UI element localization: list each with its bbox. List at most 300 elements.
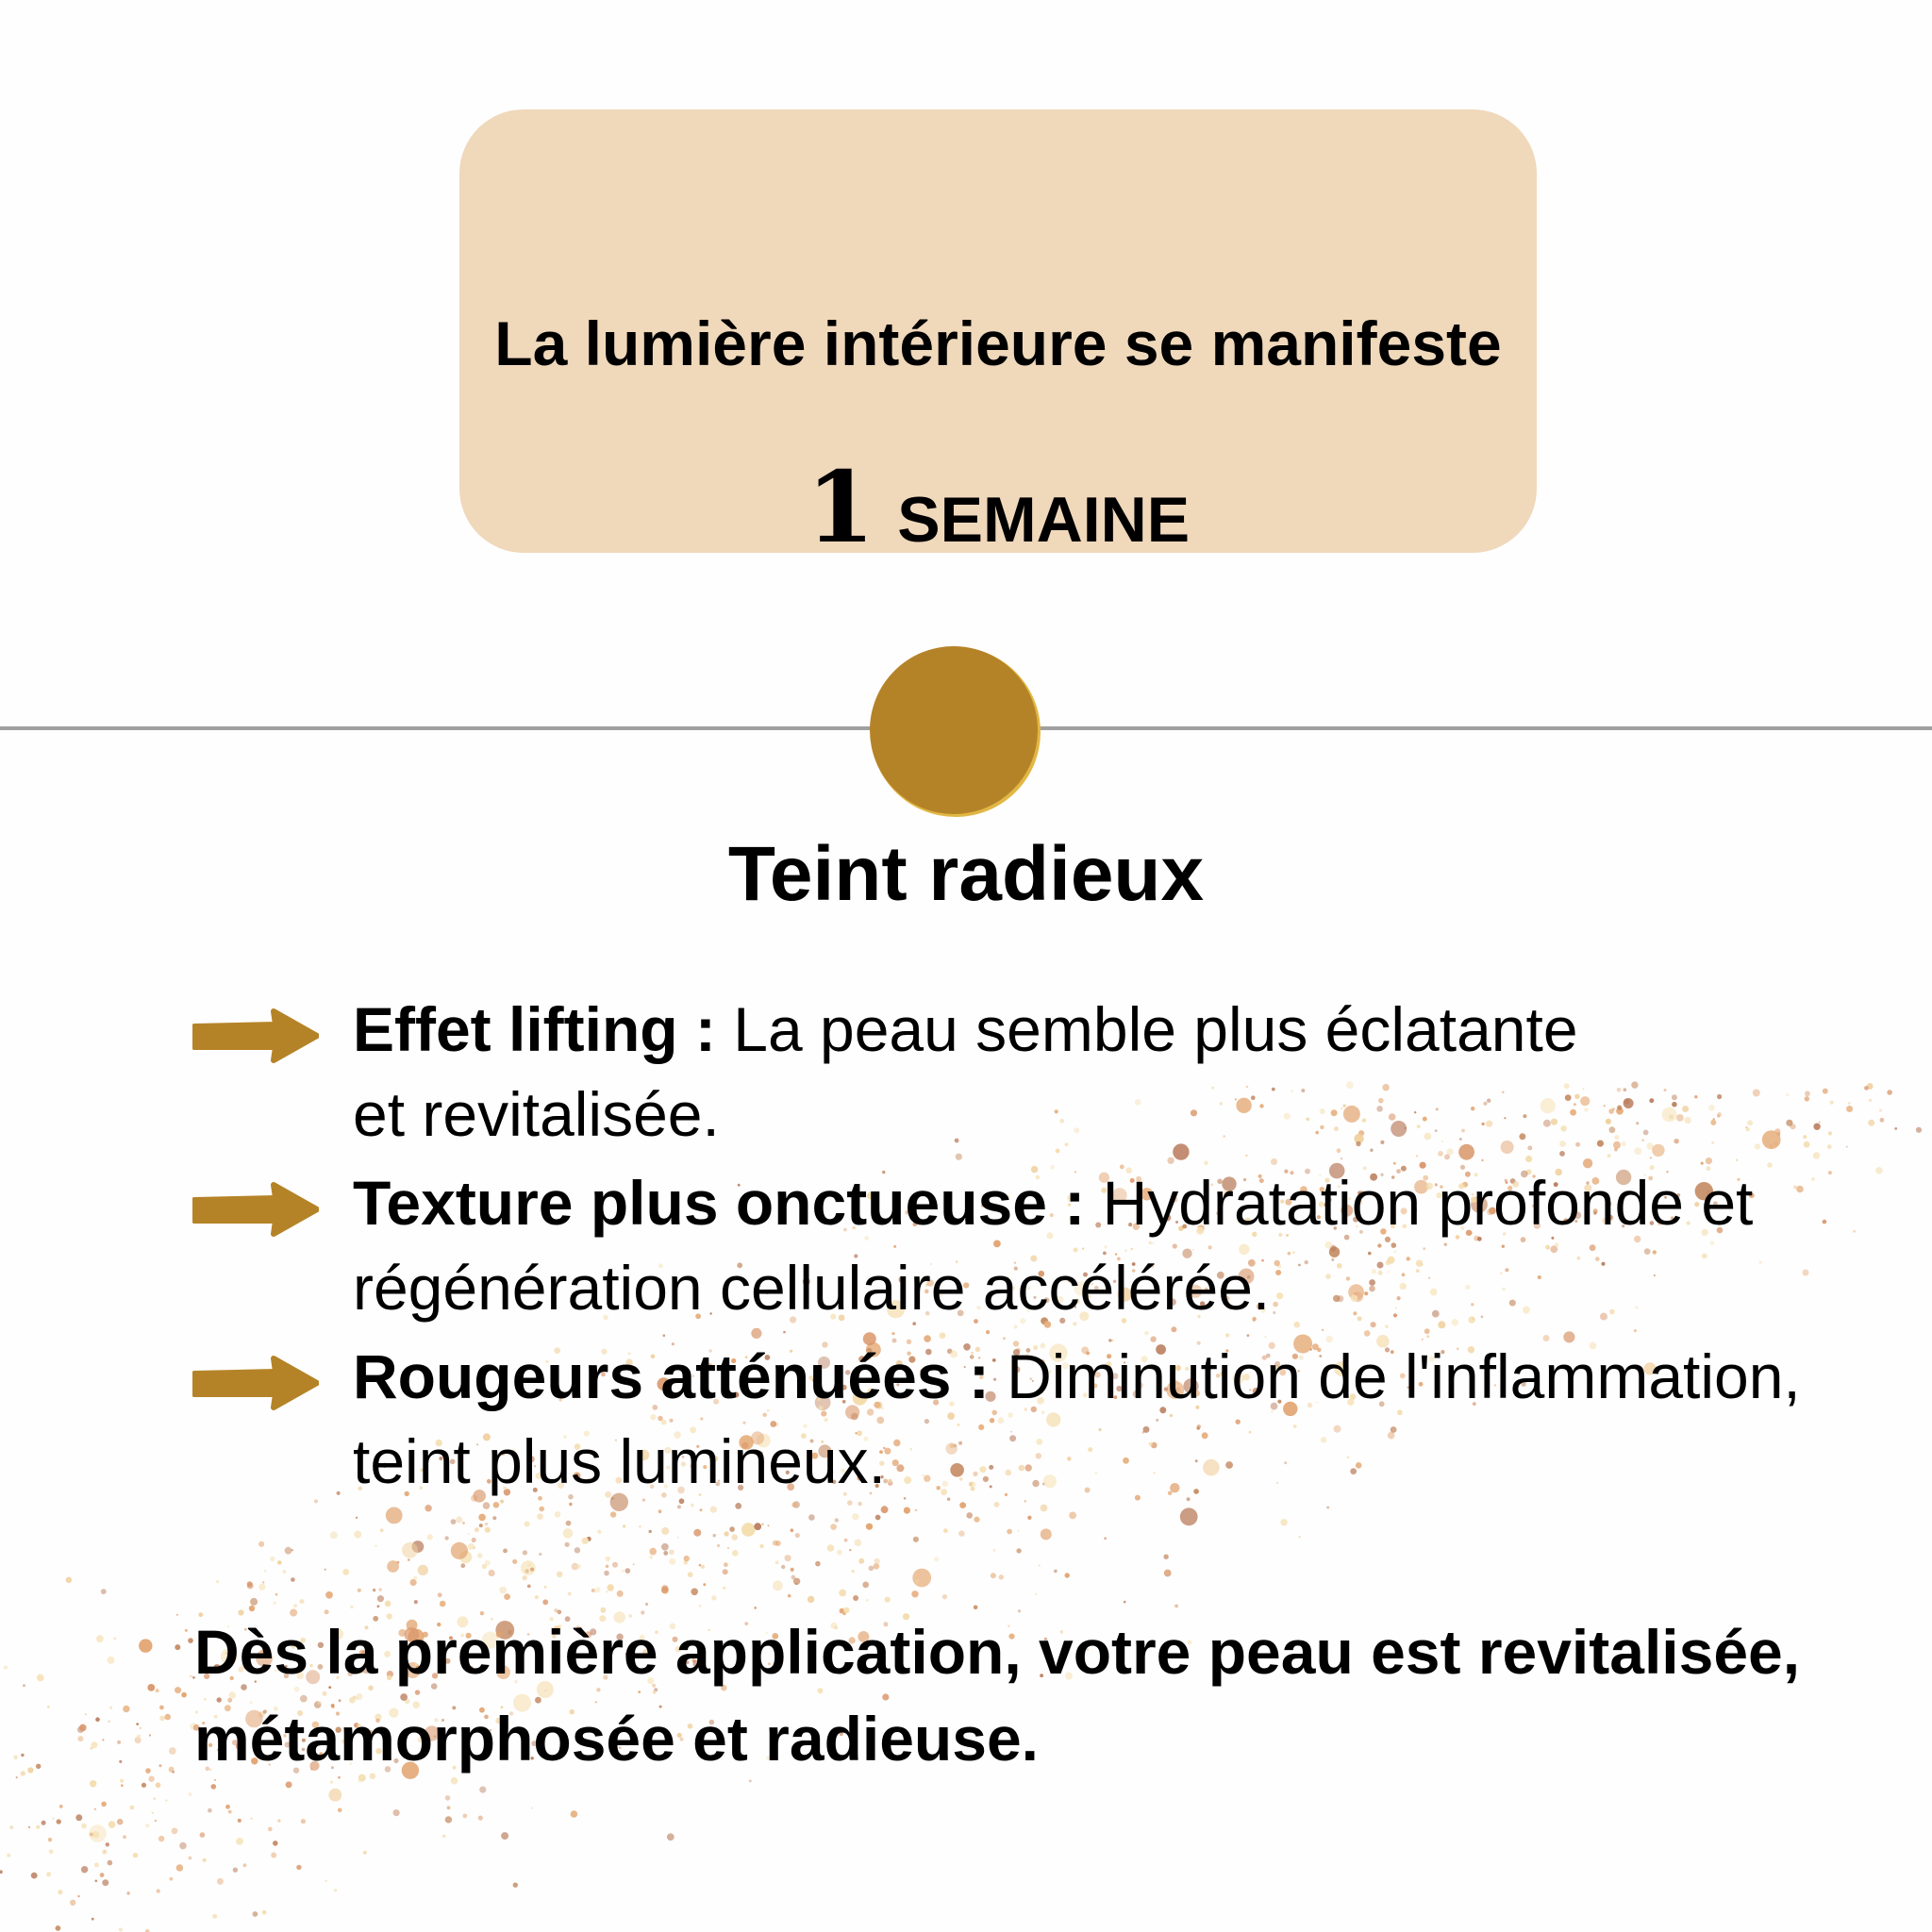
- glitter-dot: [57, 1819, 61, 1824]
- glitter-dot: [451, 1542, 468, 1559]
- glitter-dot: [165, 1800, 167, 1802]
- glitter-dot: [445, 1795, 451, 1801]
- glitter-dot: [36, 1825, 40, 1829]
- glitter-dot: [21, 1771, 25, 1775]
- glitter-dot: [92, 1741, 98, 1748]
- glitter-dot: [85, 1713, 87, 1715]
- glitter-dot: [185, 1629, 188, 1632]
- conclusion-text: [194, 1608, 1911, 1782]
- glitter-dot: [108, 1657, 115, 1664]
- glitter-dot: [699, 1605, 702, 1607]
- glitter-dot: [94, 1862, 99, 1867]
- glitter-dot: [527, 1562, 532, 1567]
- glitter-dot: [258, 1584, 265, 1591]
- glitter-dot: [158, 1836, 164, 1841]
- glitter-dot: [462, 1522, 465, 1524]
- glitter-dot: [440, 1601, 446, 1607]
- glitter-dot: [100, 1873, 105, 1877]
- glitter-dot: [157, 1889, 160, 1892]
- glitter-dot: [555, 1511, 561, 1518]
- glitter-dot: [79, 1724, 87, 1732]
- benefit-label: Texture plus onctueuse :: [353, 1168, 1086, 1238]
- glitter-dot: [133, 1853, 138, 1857]
- glitter-dot: [993, 1549, 996, 1552]
- glitter-dot: [258, 1541, 264, 1547]
- glitter-dot: [485, 1523, 489, 1526]
- glitter-dot: [285, 1547, 292, 1555]
- glitter-dot: [425, 1505, 431, 1511]
- glitter-dot: [1163, 1555, 1168, 1559]
- glitter-dot: [700, 1508, 703, 1511]
- glitter-dot: [377, 1605, 380, 1607]
- glitter-dot: [1017, 1530, 1019, 1532]
- glitter-dot: [1104, 1537, 1107, 1540]
- glitter-dot: [9, 1825, 13, 1829]
- glitter-dot: [176, 1864, 184, 1872]
- glitter-dot: [92, 1831, 100, 1839]
- glitter-dot: [27, 1767, 33, 1773]
- glitter-dot: [47, 1706, 50, 1708]
- glitter-dot: [36, 1764, 41, 1769]
- glitter-dot: [385, 1601, 391, 1607]
- glitter-dot: [81, 1866, 88, 1873]
- glitter-dot: [103, 1850, 106, 1853]
- glitter-dot: [531, 1807, 533, 1808]
- glitter-dot: [669, 1550, 674, 1555]
- arrow-right-icon: [192, 1008, 319, 1064]
- glitter-dot: [325, 1591, 333, 1599]
- glitter-dot: [791, 1528, 794, 1532]
- glitter-dot: [661, 1585, 668, 1591]
- glitter-dot: [754, 1523, 761, 1530]
- arrow-right-icon: [192, 1355, 319, 1411]
- glitter-dot: [92, 1918, 94, 1921]
- glitter-dot: [1650, 1157, 1652, 1158]
- glitter-dot: [123, 1706, 129, 1712]
- glitter-dot: [342, 1569, 349, 1575]
- glitter-dot: [358, 1589, 361, 1592]
- glitter-dot: [387, 1560, 399, 1573]
- glitter-dot: [667, 1833, 675, 1840]
- glitter-dot: [126, 1891, 129, 1894]
- benefit-text: [353, 1160, 1928, 1330]
- glitter-dot: [724, 1562, 728, 1567]
- glitter-dot: [159, 1716, 165, 1722]
- glitter-dot: [566, 1521, 572, 1526]
- glitter-dot: [119, 1928, 123, 1932]
- glitter-dot: [591, 1589, 595, 1592]
- glitter-dot: [677, 1505, 681, 1508]
- benefit-label: Effet lifting :: [353, 994, 716, 1064]
- glitter-dot: [974, 1517, 979, 1523]
- glitter-dot: [21, 1754, 24, 1757]
- glitter-dot: [175, 1687, 181, 1693]
- benefit-description-continued: régénération cellulaire accélérée.: [353, 1253, 1271, 1323]
- glitter-dot: [525, 1522, 530, 1527]
- glitter-dot: [691, 1504, 694, 1507]
- glitter-dot: [852, 1570, 855, 1573]
- glitter-dot: [617, 1591, 624, 1597]
- glitter-dot: [1054, 1570, 1058, 1574]
- glitter-dot: [1341, 1158, 1342, 1159]
- glitter-dot: [262, 1910, 267, 1915]
- glitter-dot: [1041, 1528, 1052, 1540]
- glitter-dot: [243, 1863, 247, 1867]
- glitter-dot: [523, 1575, 527, 1580]
- conclusion-line-1: Dès la première application, votre peau est revitalisée,: [194, 1617, 1801, 1687]
- glitter-dot: [155, 1820, 157, 1822]
- glitter-dot: [1027, 1516, 1031, 1520]
- glitter-dot: [513, 1883, 518, 1888]
- glitter-dot: [273, 1840, 278, 1846]
- glitter-dot: [723, 1569, 728, 1574]
- glitter-dot: [539, 1553, 541, 1556]
- glitter-dot: [189, 1792, 192, 1796]
- glitter-dot: [604, 1571, 609, 1576]
- glitter-dot: [286, 1781, 292, 1788]
- glitter-dot: [181, 1692, 187, 1698]
- glitter-dot: [991, 1573, 996, 1578]
- glitter-dot: [575, 1547, 580, 1553]
- glitter-dot: [565, 1542, 570, 1547]
- glitter-dot: [123, 1835, 126, 1839]
- glitter-dot: [966, 1512, 973, 1519]
- glitter-dot: [735, 1503, 741, 1509]
- glitter-dot: [463, 1814, 468, 1819]
- glitter-dot: [1280, 1519, 1287, 1525]
- glitter-dot: [503, 1549, 508, 1554]
- glitter-dot: [761, 1524, 763, 1525]
- glitter-dot: [1069, 1512, 1076, 1520]
- glitter-dot: [156, 1782, 161, 1788]
- glitter-dot: [293, 1604, 297, 1607]
- benefit-label: Rougeurs atténuées :: [353, 1341, 990, 1411]
- glitter-dot: [378, 1588, 381, 1591]
- glitter-dot: [610, 1511, 616, 1517]
- glitter-dot: [149, 1734, 151, 1736]
- glitter-dot: [53, 1818, 55, 1820]
- glitter-dot: [444, 1536, 448, 1540]
- glitter-dot: [521, 1560, 536, 1575]
- glitter-dot: [571, 1810, 578, 1818]
- glitter-dot: [169, 1747, 176, 1755]
- glitter-dot: [1164, 1570, 1172, 1577]
- glitter-dot: [808, 1514, 815, 1521]
- glitter-dot: [478, 1514, 486, 1522]
- glitter-dot: [606, 1557, 610, 1561]
- glitter-dot: [785, 1555, 791, 1561]
- glitter-dot: [875, 1515, 881, 1521]
- glitter-dot: [1326, 1507, 1329, 1509]
- glitter-dot: [741, 1523, 756, 1537]
- glitter-dot: [557, 1572, 562, 1577]
- glitter-dot: [775, 1560, 779, 1564]
- glitter-dot: [468, 1533, 470, 1535]
- glitter-dot: [114, 1637, 117, 1640]
- glitter-dot: [717, 1544, 720, 1547]
- glitter-dot: [120, 1779, 124, 1783]
- glitter-dot: [4, 1666, 8, 1670]
- glitter-dot: [773, 1580, 783, 1591]
- glitter-dot: [530, 1568, 534, 1572]
- arrow-right-icon: [192, 1181, 319, 1238]
- glitter-dot: [102, 1739, 104, 1740]
- glitter-dot: [866, 1524, 873, 1530]
- glitter-dot: [31, 1873, 38, 1879]
- glitter-dot: [438, 1592, 442, 1597]
- glitter-dot: [460, 1563, 465, 1568]
- glitter-dot: [442, 1835, 446, 1839]
- glitter-dot: [7, 1854, 10, 1857]
- glitter-dot: [527, 1585, 531, 1589]
- glitter-dot: [148, 1776, 154, 1782]
- header-title: La lumière intérieure se manifeste: [494, 308, 1502, 378]
- glitter-dot: [649, 1548, 657, 1556]
- glitter-dot: [139, 1639, 152, 1652]
- glitter-dot: [77, 1736, 83, 1741]
- glitter-dot: [501, 1832, 508, 1840]
- glitter-dot: [934, 1557, 939, 1561]
- benefit-description-continued: et revitalisée.: [353, 1079, 720, 1149]
- glitter-dot: [402, 1542, 418, 1558]
- glitter-dot: [95, 1717, 100, 1722]
- glitter-dot: [0, 1870, 3, 1874]
- glitter-dot: [535, 1595, 539, 1599]
- glitter-dot: [688, 1572, 693, 1577]
- glitter-dot: [413, 1576, 417, 1580]
- glitter-dot: [477, 1553, 483, 1558]
- glitter-dot: [282, 1570, 286, 1574]
- glitter-dot: [101, 1589, 107, 1594]
- glitter-dot: [16, 1776, 18, 1778]
- glitter-dot: [273, 1601, 276, 1605]
- glitter-dot: [169, 1767, 175, 1773]
- glitter-dot: [607, 1584, 613, 1591]
- glitter-dot: [164, 1714, 171, 1721]
- glitter-dot: [911, 1591, 918, 1597]
- header-card: [459, 109, 1537, 565]
- glitter-dot: [649, 1556, 653, 1559]
- glitter-dot: [314, 1499, 318, 1503]
- glitter-dot: [912, 1569, 931, 1588]
- duration-number: 1: [806, 449, 875, 565]
- glitter-dot: [542, 1599, 548, 1605]
- glitter-dot: [869, 1566, 874, 1572]
- glitter-dot: [808, 1596, 814, 1603]
- glitter-dot: [539, 1507, 544, 1512]
- glitter-dot: [145, 1768, 151, 1774]
- glitter-dot: [595, 1587, 601, 1592]
- glitter-dot: [853, 1595, 858, 1601]
- glitter-dot: [142, 1783, 146, 1788]
- glitter-dot: [852, 1513, 858, 1520]
- glitter-dot: [238, 1819, 242, 1823]
- glitter-dot: [188, 1638, 193, 1643]
- glitter-dot: [119, 1760, 122, 1763]
- glitter-dot: [147, 1684, 155, 1691]
- glitter-dot: [117, 1740, 121, 1744]
- glitter-dot: [512, 1559, 517, 1564]
- glitter-dot: [301, 1819, 306, 1824]
- glitter-dot: [606, 1565, 609, 1569]
- glitter-dot: [228, 1810, 232, 1814]
- glitter-dot: [363, 1851, 367, 1855]
- glitter-dot: [669, 1558, 675, 1565]
- glitter-dot: [200, 1832, 206, 1838]
- glitter-dot: [795, 1533, 800, 1538]
- glitter-dot: [504, 1593, 510, 1600]
- glitter-dot: [136, 1723, 139, 1725]
- glitter-dot: [913, 1537, 919, 1542]
- glitter-dot: [300, 1599, 305, 1604]
- glitter-dot: [677, 1537, 679, 1539]
- glitter-dot: [158, 1764, 161, 1767]
- glitter-dot: [837, 1550, 842, 1556]
- glitter-dot: [70, 1900, 75, 1906]
- glitter-dot: [154, 1798, 156, 1800]
- glitter-dot: [262, 1581, 264, 1583]
- glitter-dot: [723, 1587, 726, 1591]
- glitter-dot: [445, 1816, 452, 1823]
- glitter-dot: [915, 1509, 918, 1512]
- glitter-dot: [268, 1827, 273, 1832]
- glitter-dot: [645, 1603, 648, 1606]
- glitter-dot: [253, 1911, 258, 1917]
- glitter-dot: [479, 1787, 486, 1793]
- glitter-dot: [489, 1570, 495, 1576]
- glitter-dot: [835, 1518, 839, 1522]
- glitter-dot: [380, 1528, 384, 1532]
- glitter-dot: [145, 1824, 149, 1827]
- glitter-dot: [691, 1589, 698, 1596]
- glitter-dot: [663, 1551, 668, 1556]
- glitter-dot: [447, 1806, 451, 1809]
- glitter-dot: [408, 1558, 410, 1561]
- benefit-description: La peau semble plus éclatante: [733, 994, 1578, 1064]
- glitter-dot: [731, 1534, 738, 1541]
- glitter-dot: [881, 1506, 889, 1513]
- glitter-dot: [815, 1561, 821, 1567]
- glitter-dot: [354, 1531, 361, 1539]
- glitter-dot: [1041, 1505, 1048, 1512]
- glitter-dot: [236, 1838, 243, 1845]
- glitter-dot: [102, 1879, 108, 1886]
- glitter-dot: [783, 1331, 786, 1334]
- glitter-dot: [172, 1828, 178, 1835]
- glitter-dot: [75, 1814, 82, 1821]
- glitter-dot: [1180, 1507, 1198, 1525]
- glitter-dot: [1299, 1536, 1301, 1538]
- glitter-dot: [885, 1597, 891, 1603]
- glitter-dot: [108, 1821, 116, 1828]
- glitter-dot: [13, 1755, 18, 1759]
- glitter-dot: [203, 1858, 207, 1862]
- glitter-dot: [337, 1491, 341, 1495]
- glitter-dot: [633, 1563, 635, 1565]
- glitter-dot: [1124, 1601, 1126, 1604]
- glitter-dot: [724, 1531, 728, 1536]
- glitter-dot: [81, 1824, 87, 1829]
- glitter-dot: [393, 1809, 400, 1816]
- glitter-dot: [377, 1595, 384, 1602]
- glitter-dot: [866, 1599, 869, 1602]
- glitter-dot: [791, 1568, 794, 1572]
- conclusion-line-2: métamorphosée et radieuse.: [194, 1704, 1039, 1774]
- glitter-dot: [48, 1838, 52, 1841]
- glitter-dot: [328, 1789, 341, 1802]
- glitter-dot: [830, 1524, 837, 1530]
- glitter-dot: [703, 1583, 706, 1586]
- glitter-dot: [140, 1727, 142, 1729]
- glitter-dot: [788, 1594, 791, 1598]
- benefit-description-continued: teint plus lumineux.: [353, 1426, 886, 1496]
- glitter-dot: [291, 1549, 293, 1551]
- glitter-dot: [208, 1808, 212, 1813]
- glitter-dot: [233, 1868, 238, 1873]
- glitter-dot: [563, 1528, 574, 1539]
- glitter-dot: [1039, 1565, 1041, 1567]
- glitter-dot: [325, 1880, 327, 1882]
- glitter-dot: [492, 1516, 496, 1520]
- glitter-dot: [250, 1598, 258, 1606]
- glitter-dot: [170, 1877, 174, 1881]
- glitter-dot: [37, 1674, 44, 1682]
- glitter-dot: [427, 1534, 433, 1540]
- glitter-dot: [729, 1526, 735, 1532]
- glitter-dot: [1065, 1573, 1070, 1577]
- glitter-dot: [701, 1565, 705, 1569]
- glitter-dot: [211, 1784, 217, 1790]
- glitter-dot: [904, 1507, 910, 1514]
- glitter-dot: [999, 1574, 1004, 1579]
- glitter-dot: [597, 1530, 601, 1534]
- glitter-dot: [189, 1857, 192, 1860]
- glitter-dot: [711, 1595, 716, 1600]
- glitter-dot: [28, 1826, 30, 1828]
- glitter-dot: [49, 1849, 54, 1854]
- timeline-dot: [870, 646, 1038, 814]
- glitter-dot: [479, 1524, 483, 1527]
- glitter-dot: [942, 1594, 947, 1599]
- benefit-text: [353, 1334, 1928, 1504]
- section-title: Teint radieux: [727, 831, 1205, 917]
- glitter-dot: [95, 1880, 98, 1883]
- glitter-dot: [768, 1524, 770, 1526]
- glitter-dot: [732, 1550, 739, 1557]
- glitter-dot: [375, 1545, 377, 1547]
- glitter-dot: [108, 1860, 113, 1866]
- glitter-dot: [90, 1833, 93, 1837]
- glitter-dot: [839, 1590, 846, 1597]
- glitter-dot: [658, 1509, 662, 1513]
- glitter-dot: [373, 1589, 375, 1591]
- glitter-dot: [1007, 1529, 1012, 1535]
- glitter-dot: [130, 1806, 135, 1810]
- glitter-dot: [712, 1534, 716, 1538]
- glitter-dot: [106, 1842, 109, 1846]
- glitter-dot: [795, 1583, 797, 1585]
- glitter-dot: [175, 1644, 180, 1650]
- glitter-dot: [623, 1524, 625, 1527]
- glitter-dot: [775, 1541, 781, 1546]
- glitter-dot: [217, 1878, 224, 1885]
- glitter-dot: [699, 1564, 702, 1567]
- glitter-dot: [693, 1529, 701, 1537]
- glitter-dot: [46, 1872, 51, 1876]
- glitter-dot: [386, 1507, 403, 1524]
- glitter-dot: [1174, 1605, 1178, 1608]
- glitter-dot: [478, 1816, 483, 1821]
